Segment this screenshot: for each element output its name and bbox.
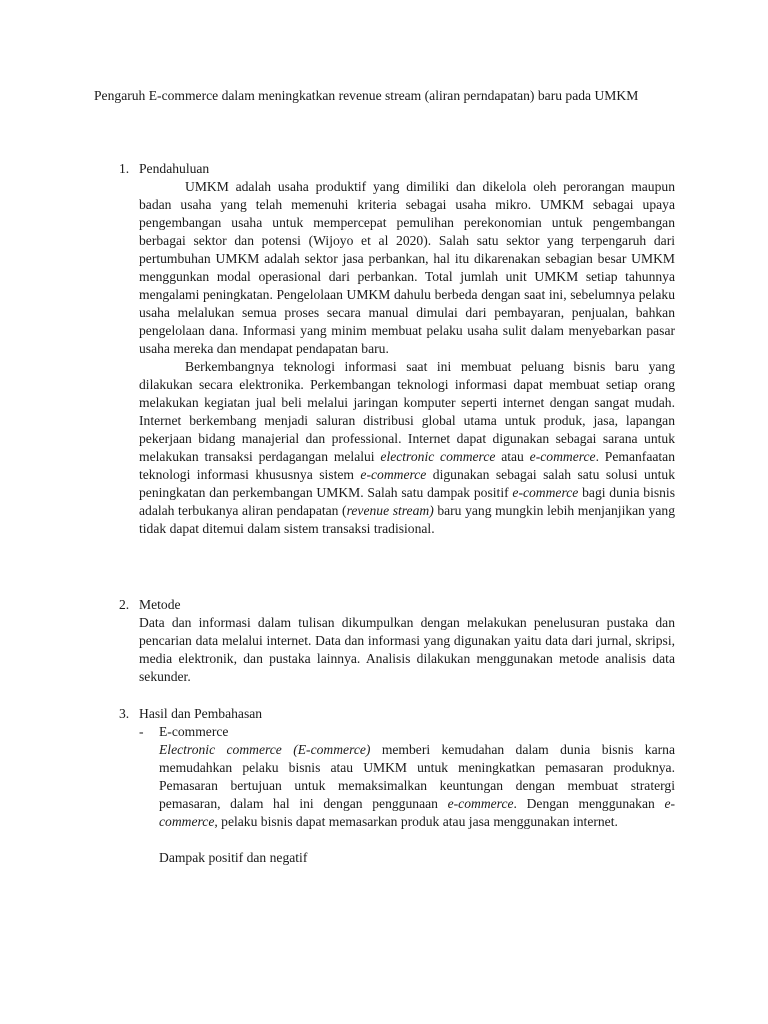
document-title: Pengaruh E-commerce dalam meningkatkan revenue stream (aliran perndapatan) baru pada UMKM [94, 88, 639, 103]
section-pendahuluan [119, 160, 675, 538]
section-hasil-pembahasan [119, 705, 675, 867]
section-title: Hasil dan Pembahasan [139, 706, 263, 721]
section-number: 2. [119, 597, 130, 612]
subsection-title: E-commerce [159, 724, 229, 739]
section-title: Pendahuluan [139, 161, 210, 176]
section-metode [119, 596, 675, 686]
section-number: 1. [119, 161, 130, 176]
list-dash: - [139, 724, 144, 739]
paragraph: UMKM adalah usaha produktif yang dimiliki dan dikelola oleh perorangan maupun badan usaha yang telah memenuhi kriteria sebagai usaha mikro. UMKM sebagai upaya pengembangan usaha untuk mempercepat pemulihan perekonomian untuk pengembangan berbagai sektor dan potensi (Wijoyo et al 2020). Salah satu sektor yang terpengaruh dari pertumbuhan UMKM adalah sektor jasa perbankan, hal itu dikarenakan sebagian besar UMKM menggunkan modal operasional dari perbankan. Total jumlah unit UMKM setiap tahunnya mengalami peningkatan. Pengelolaan UMKM dahulu berbeda dengan saat ini, sebelumnya pelaku usaha melalukan semua proses secara manual dimulai dari pembayaran, penjualan, bahkan pengelolaan dana. Informasi yang minim membuat pelaku usaha sulit dalam menyebarkan pasar usaha mereka dan mendapat pendapatan baru. [139, 179, 675, 356]
paragraph: Data dan informasi dalam tulisan dikumpulkan dengan melakukan penelusuran pustaka dan pencarian data melalui internet. Data dan informasi yang digunakan yaitu data dari jurnal, skripsi, media elektronik, dan pustaka lainnya. Analisis dilakukan menggunakan metode analisis data sekunder. [139, 615, 675, 684]
section-number: 3. [119, 706, 130, 721]
paragraph: Electronic commerce (E-commerce) memberi kemudahan dalam dunia bisnis karna memudahkan pelaku bisnis atau UMKM untuk meningkatkan pemasaran produknya. Pemasaran bertujuan untuk memaksimalkan keuntungan dengan membuat stratergi pemasaran, dalam hal ini dengan penggunaan e-commerce. Dengan menggunakan e-commerce, pelaku bisnis dapat memasarkan produk atau jasa menggunakan internet. [159, 742, 676, 829]
paragraph: Dampak positif dan negatif [159, 850, 308, 865]
paragraph: Berkembangnya teknologi informasi saat ini membuat peluang bisnis baru yang dilakukan secara elektronika. Perkembangan teknologi informasi dapat membuat setiap orang melakukan kegiatan jual beli melalui jaringan komputer seperti internet dengan sangat mudah. Internet berkembang menjadi saluran distribusi global utama untuk produk, jasa, lapangan pekerjaan bidang manajerial dan professional. Internet dapat digunakan sebagai sarana untuk melakukan transaksi perdagangan melalui electronic commerce atau e-commerce. Pemanfaatan teknologi informasi khususnya sistem e-commerce digunakan sebagai salah satu solusi untuk peningkatan dan perkembangan UMKM. Salah satu dampak positif e-commerce bagi dunia bisnis adalah terbukanya aliran pendapatan (revenue stream) baru yang mungkin lebih menjanjikan yang tidak dapat ditemui dalam sistem transaksi tradisional. [139, 359, 676, 536]
section-title: Metode [139, 597, 181, 612]
